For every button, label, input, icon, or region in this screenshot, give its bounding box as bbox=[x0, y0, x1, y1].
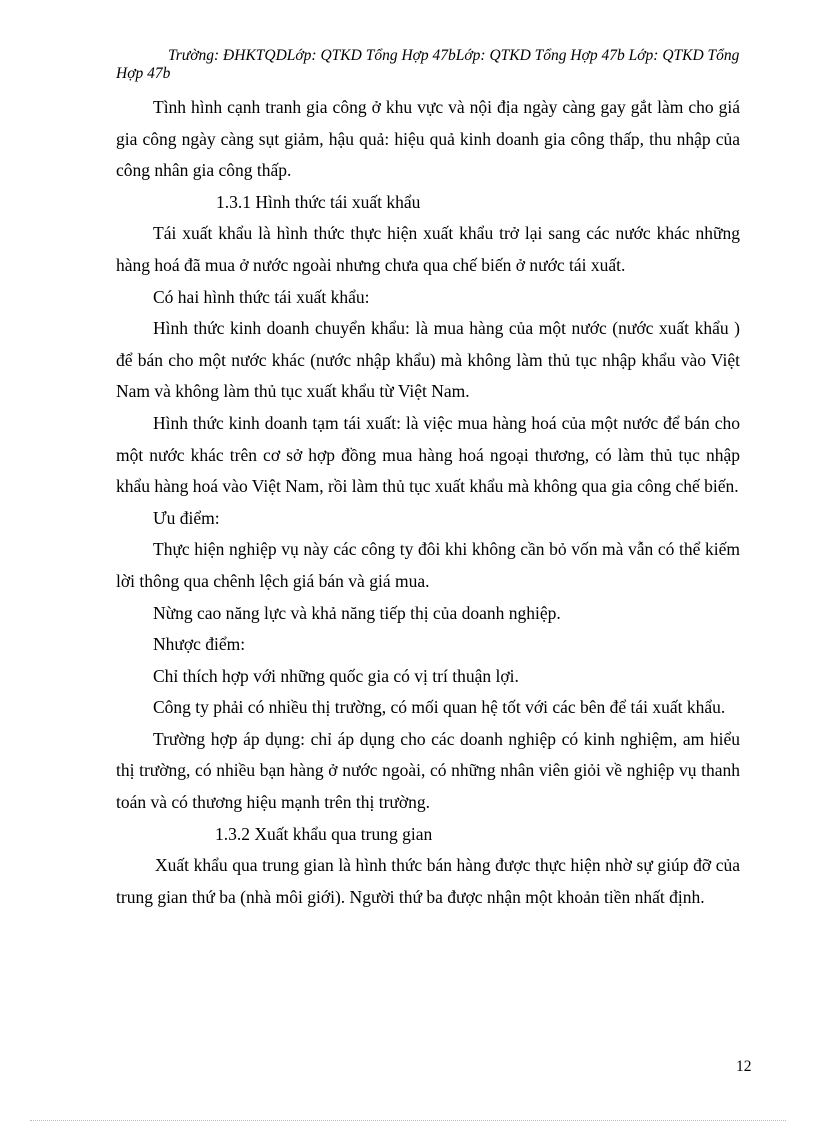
paragraph-advantage-1: Thực hiện nghiệp vụ này các công ty đôi khi không cần bỏ vốn mà vẫn có thể kiếm lời thông qua chênh lệch giá bán và giá mua. bbox=[116, 539, 740, 591]
paragraph-disadvantage-1: Chỉ thích hợp với những quốc gia có vị trí thuận lợi. bbox=[153, 665, 519, 686]
section-heading-1-3-2: 1.3.2 Xuất khẩu qua trung gian bbox=[215, 823, 433, 844]
paragraph-disadvantage-2: Công ty phải có nhiều thị trường, có mối quan hệ tốt với các bên để tái xuất khẩu. bbox=[153, 697, 726, 718]
paragraph-transit-trade: Hình thức kinh doanh chuyển khẩu: là mua hàng của một nước (nước xuất khẩu ) để bán cho một nước khác (nước nhập khẩu) mà không làm thủ tục nhập khẩu vào Việt Nam và không làm thủ tục xuất khẩu từ Việt Nam. bbox=[116, 318, 740, 402]
paragraph-disadvantages-label: Nhược điểm: bbox=[153, 634, 246, 655]
paragraph-advantage-2: Nừng cao năng lực và khả năng tiếp thị của doanh nghiệp. bbox=[153, 602, 561, 623]
section-heading-1-3-1: 1.3.1 Hình thức tái xuất khẩu bbox=[216, 191, 421, 212]
paragraph-re-export-definition: Tái xuất khẩu là hình thức thực hiện xuất khẩu trở lại sang các nước khác những hàng hoá đã mua ở nước ngoài nhưng chưa qua chế biến ở nước tái xuất. bbox=[116, 223, 740, 275]
footer-divider bbox=[30, 1120, 786, 1121]
paragraph-two-forms: Có hai hình thức tái xuất khẩu: bbox=[153, 286, 370, 307]
paragraph-temporary-re-export: Hình thức kinh doanh tạm tái xuất: là việc mua hàng hoá của một nước để bán cho một nước khác trên cơ sở hợp đồng mua hàng hoá ngoại thương, có làm thủ tục nhập khẩu hàng hoá vào Việt Nam, rồi làm thủ tục xuất khẩu mà không qua gia công chế biến. bbox=[116, 412, 740, 497]
paragraph-intermediary-export: Xuất khẩu qua trung gian là hình thức bán hàng được thực hiện nhờ sự giúp đỡ của trung gian thứ ba (nhà môi giới). Người thứ ba được nhận một khoản tiền nhất định. bbox=[116, 855, 740, 907]
paragraph-advantages-label: Ưu điểm: bbox=[153, 507, 220, 528]
page-number: 12 bbox=[736, 1058, 752, 1075]
document-body bbox=[116, 92, 740, 913]
paragraph-applicable-cases: Trường hợp áp dụng: chỉ áp dụng cho các doanh nghiệp có kinh nghiệm, am hiểu thị trường, có nhiều bạn hàng ở nước ngoài, có những nhân viên giỏi về nghiệp vụ thanh toán và có thương hiệu mạnh trên thị trường. bbox=[116, 728, 740, 813]
running-header: Trường: ĐHKTQDLớp: QTKD Tổng Hợp 47bLớp: QTKD Tổng Hợp 47b Lớp: QTKD Tổng Hợp 47b bbox=[116, 47, 740, 82]
paragraph-competition: Tình hình cạnh tranh gia công ở khu vực và nội địa ngày càng gay gắt làm cho giá gia công ngày càng sụt giảm, hậu quả: hiệu quả kinh doanh gia công thấp, thu nhập của công nhân gia công thấp. bbox=[116, 97, 740, 181]
